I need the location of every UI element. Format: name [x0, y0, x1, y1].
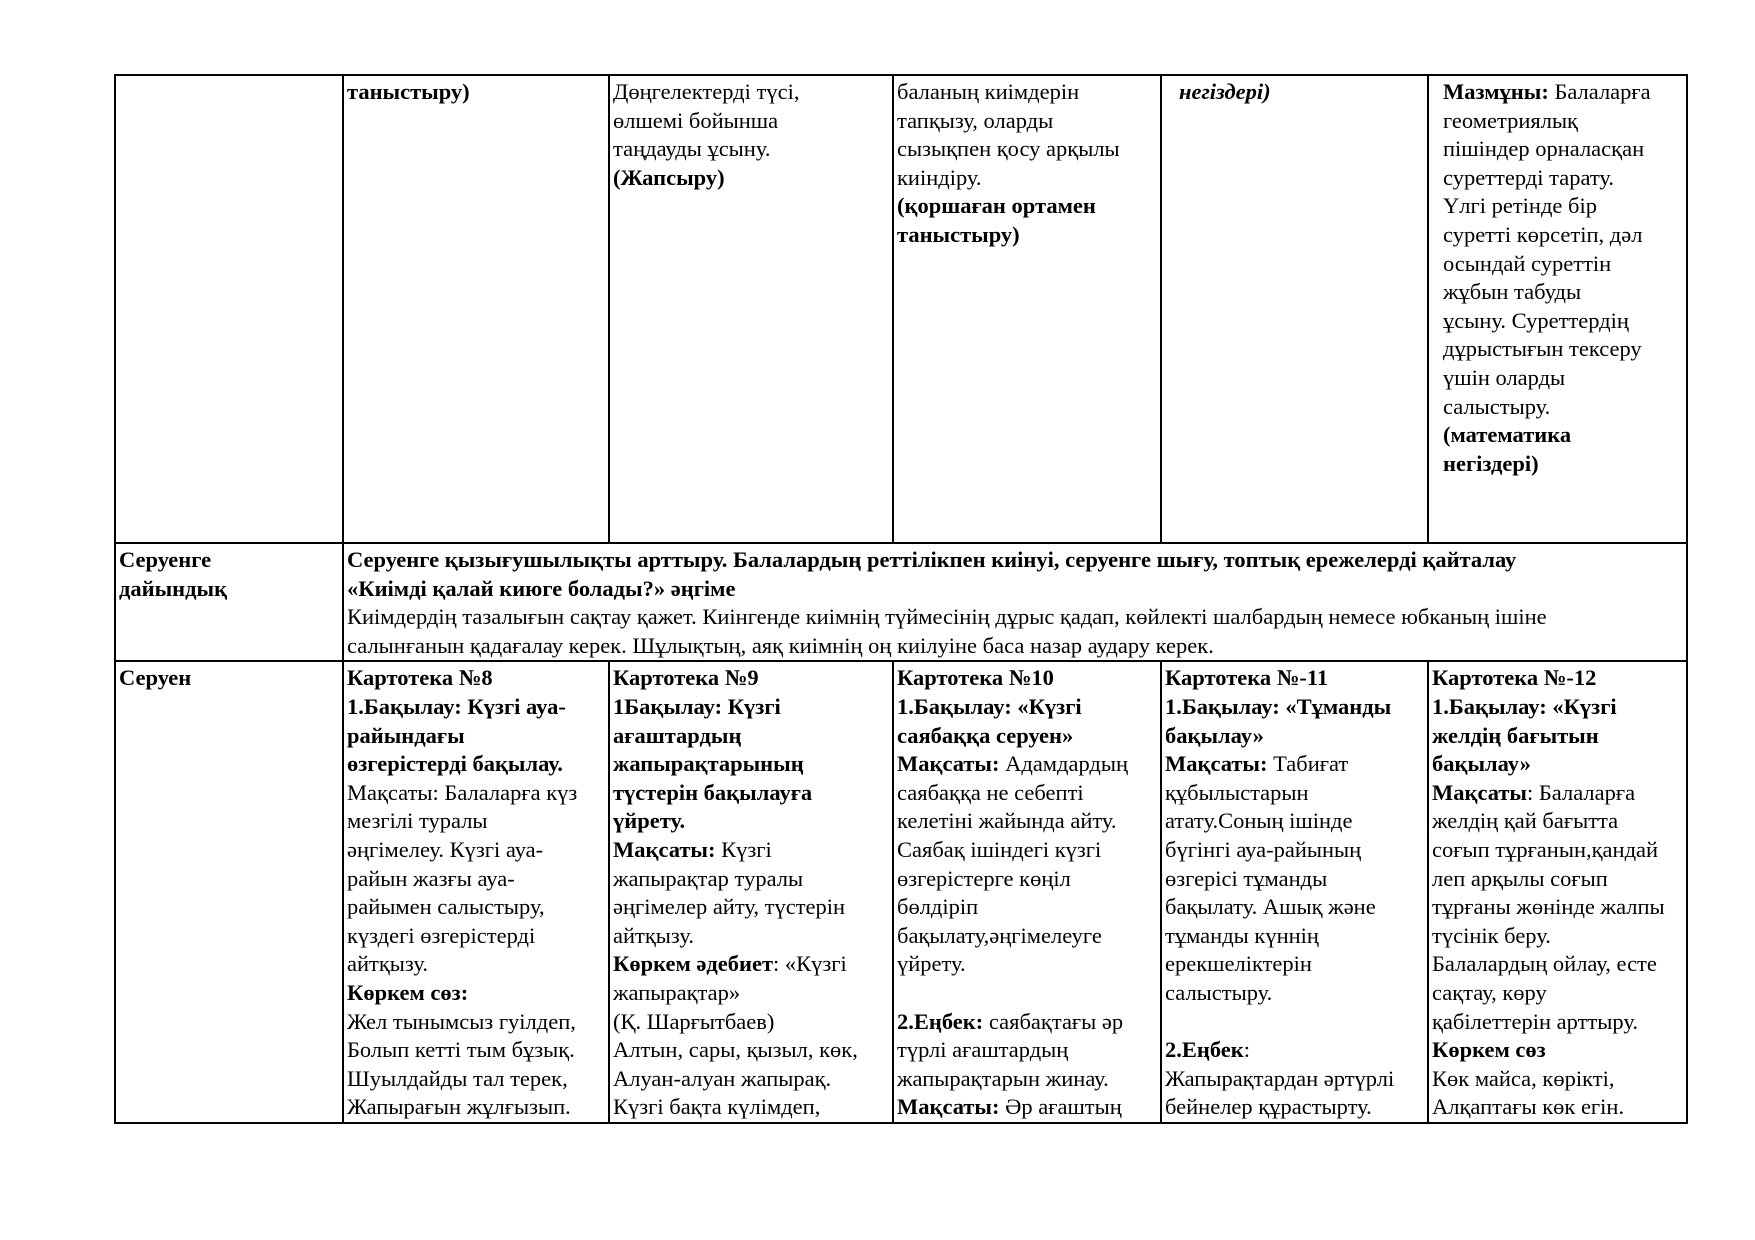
cell-text: әңгімелер айту, түстерін	[613, 894, 846, 920]
cell-text: :	[1243, 1037, 1251, 1063]
cell-text: ерекшеліктерін	[1165, 951, 1312, 977]
row-label-text: Серуенге дайындық	[119, 547, 228, 601]
poem-line: Жел тынымсыз гуілдеп,	[347, 1008, 576, 1034]
cell-text: Дөңгелектерді түсі,	[613, 79, 800, 104]
cell-text: таңдауды ұсыну.	[613, 136, 771, 162]
work-label: 2.Еңбек	[1165, 1037, 1244, 1063]
literature-label: Көркем әдебиет	[613, 951, 774, 977]
cell-text: жапырақтарын жинау.	[897, 1065, 1109, 1091]
goal-label: Мақсаты:	[897, 751, 1000, 777]
cell-text: дұрыстығын тексеру	[1443, 336, 1642, 362]
cell-text: бақылату,әңгімелеуге	[897, 922, 1102, 948]
goal-label: Мақсаты:	[613, 836, 716, 862]
cell-text: леп арқылы соғып	[1432, 865, 1608, 891]
prep-text: Киімдердің тазалығын сақтау қажет. Киінгенде киімнің түймесінің дұрыс қадап, көйлекті шалбардың немесе юбканың ішіне салынғанын қадағалау керек. Шұлықтың, аяқ киімнің оң киілуіне баса назар аудару керек.	[347, 604, 1547, 658]
poem-label: Көркем сөз:	[347, 979, 469, 1005]
poem-line: Алқаптағы көк егін.	[1432, 1094, 1625, 1120]
cell-text: бөлдіріп	[897, 894, 979, 920]
poem-line: Болып кетті тым бұзық.	[347, 1037, 575, 1063]
cell-text: Саябақ ішіндегі күзгі	[897, 836, 1102, 862]
card-title: Картотека №10	[897, 665, 1054, 691]
cell-walk-card-11	[1161, 661, 1428, 1123]
cell-text: құбылыстарын	[1165, 779, 1309, 805]
work-label: 2.Еңбек:	[897, 1008, 984, 1034]
cell-subject-label: негіздері)	[1443, 450, 1539, 476]
observation-title: 1.Бақылау: «Тұманды	[1165, 693, 1392, 719]
cell-text: сақтау, көру	[1432, 979, 1547, 1005]
row-label-walk	[115, 661, 343, 1123]
cell-text: Жапырақтардан әртүрлі	[1165, 1065, 1395, 1091]
cell-text: бүгінгі ауа-райының	[1165, 836, 1362, 862]
cell-subject-label: (математика	[1443, 422, 1572, 448]
cell-top-1	[343, 75, 609, 543]
cell-text: қабілеттерін арттыру.	[1432, 1008, 1638, 1034]
cell-text: осындай суреттін	[1443, 250, 1612, 276]
card-title: Картотека №-12	[1432, 665, 1597, 691]
observation-title: желдің бағытын	[1432, 722, 1599, 748]
poem-label: Көркем сөз	[1432, 1037, 1546, 1063]
cell-text: Әр ағаштың	[999, 1094, 1122, 1120]
cell-text: жұбын табуды	[1443, 279, 1582, 305]
card-title: Картотека №9	[613, 665, 759, 691]
observation-title: бақылау»	[1165, 722, 1264, 748]
cell-text: желдің қай бағытта	[1432, 808, 1619, 834]
observation-title: 1.Бақылау: «Күзгі	[1432, 693, 1617, 719]
blank-line	[897, 979, 1157, 1008]
poem-line: Жапырағын жұлғызып.	[347, 1094, 571, 1120]
cell-text: : Балаларға	[1527, 779, 1636, 805]
cell-top-2	[609, 75, 893, 543]
goal-label: Мақсаты:	[1165, 751, 1268, 777]
cell-top-4	[1161, 75, 1428, 543]
cell-text: атату.Соның ішінде	[1165, 808, 1353, 834]
cell-walk-card-9	[609, 661, 893, 1123]
row-label-walk-prep	[115, 543, 343, 661]
cell-walk-card-12	[1428, 661, 1687, 1123]
cell-text: айтқызу.	[347, 951, 428, 977]
table-row-continuation	[115, 75, 1687, 543]
cell-text: геометриялық	[1443, 107, 1578, 133]
cell-top-3	[893, 75, 1161, 543]
card-title: Картотека №-11	[1165, 665, 1329, 691]
cell-text: салыстыру.	[1443, 393, 1551, 419]
content-label: Мазмұны:	[1443, 79, 1549, 104]
cell-subject-label: (Жапсыру)	[613, 164, 725, 190]
poem-line: Алтын, сары, қызыл, көк,	[613, 1037, 858, 1063]
cell-text: келетіні жайында айту.	[897, 808, 1117, 834]
observation-title: өзгерістерді бақылау.	[347, 751, 563, 777]
cell-text: өзгерісі тұманды	[1165, 865, 1328, 891]
goal-label: Мақсаты:	[897, 1094, 1000, 1120]
cell-text: Табиғат	[1267, 751, 1349, 777]
cell-text: үйрету.	[897, 951, 966, 977]
cell-text: түрлі ағаштардың	[897, 1037, 1069, 1063]
poem-line: Алуан-алуан жапырақ.	[613, 1065, 832, 1091]
cell-text: Адамдардың	[999, 751, 1129, 777]
cell-text: райымен салыстыру,	[347, 894, 545, 920]
observation-title: 1.Бақылау: «Күзгі	[897, 693, 1082, 719]
cell-text: түсінік беру.	[1432, 922, 1551, 948]
cell-text: бақылату. Ашық және	[1165, 894, 1376, 920]
cell-text: өлшемі бойынша	[613, 107, 779, 133]
cell-text: пішіндер орналасқан	[1443, 136, 1645, 162]
cell-text: суреттерді тарату.	[1443, 164, 1615, 190]
poem-line: (Қ. Шарғытбаев)	[613, 1008, 775, 1034]
cell-text: Балалардың ойлау, есте	[1432, 951, 1657, 977]
cell-subject-label: негіздері)	[1179, 79, 1271, 104]
observation-title: 1Бақылау: Күзгі	[613, 693, 781, 719]
cell-text: күздегі өзгерістерді	[347, 922, 536, 948]
cell-text: айтқызу.	[613, 922, 694, 948]
cell-text: үшін оларды	[1443, 364, 1566, 390]
poem-line: жапырақтар»	[613, 979, 741, 1005]
prep-heading: Серуенге қызығушылықты арттыру. Балалардың реттілікпен киінуі, серуенге шығу, топтық ережелерді қайталау	[347, 547, 1517, 572]
table-row-walk	[115, 661, 1687, 1123]
observation-title: жапырақтарының	[613, 751, 804, 777]
cell-text: Күзгі	[715, 836, 772, 862]
poem-line: Көк майса, көрікті,	[1432, 1065, 1615, 1091]
cell-text: Балаларға	[1548, 79, 1651, 104]
cell-text: ұсыну. Суреттердің	[1443, 307, 1629, 333]
observation-title: райындағы	[347, 722, 465, 748]
cell-text: әңгімелеу. Күзгі ауа-	[347, 836, 544, 862]
poem-line: Шуылдайды тал терек,	[347, 1065, 568, 1091]
cell-text: бейнелер құрастырту.	[1165, 1094, 1372, 1120]
cell-text: соғып тұрғанын,қандай	[1432, 836, 1659, 862]
goal-label: Мақсаты	[1432, 779, 1527, 805]
cell-text: тапқызу, оларды	[897, 107, 1054, 133]
cell-text: мезгілі туралы	[347, 808, 488, 834]
cell-text: Үлгі ретінде бір	[1443, 193, 1597, 219]
cell-text: жапырақтар туралы	[613, 865, 804, 891]
observation-title: 1.Бақылау: Күзгі ауа-	[347, 693, 566, 719]
row-label-empty	[115, 75, 343, 543]
cell-text: саябақтағы әр	[983, 1008, 1124, 1034]
cell-top-5	[1428, 75, 1687, 543]
row-label-text: Серуен	[119, 665, 192, 691]
cell-text: өзгерістерге көңіл	[897, 865, 1071, 891]
cell-text: Мақсаты: Балаларға күз	[347, 779, 578, 805]
cell-text: суретті көрсетіп, дәл	[1443, 221, 1643, 247]
blank-line	[1165, 1008, 1424, 1037]
poem-line: Күзгі бақта күлімдеп,	[613, 1094, 821, 1120]
cell-text: киіндіру.	[897, 164, 982, 190]
observation-title: бақылау»	[1432, 751, 1531, 777]
cell-text: салыстыру.	[1165, 979, 1273, 1005]
table-row-walk-prep	[115, 543, 1687, 661]
prep-conversation-title: «Киімді қалай киюге болады?» әңгіме	[347, 575, 736, 601]
cell-text: баланың киімдерін	[897, 79, 1080, 104]
observation-title: саябаққа серуен»	[897, 722, 1074, 748]
cell-subject-label: таныстыру)	[897, 221, 1020, 247]
cell-text: : «Күзгі	[773, 951, 847, 977]
cell-text: таныстыру)	[347, 79, 470, 104]
cell-text: тұманды күннің	[1165, 922, 1319, 948]
cell-text: тұрғаны жөнінде жалпы	[1432, 894, 1665, 920]
observation-title: ағаштардың	[613, 722, 742, 748]
plan-table	[114, 74, 1688, 1124]
observation-title: түстерін бақылауға	[613, 779, 813, 805]
cell-walk-card-10	[893, 661, 1161, 1123]
card-title: Картотека №8	[347, 665, 493, 691]
cell-text: райын жазғы ауа-	[347, 865, 515, 891]
cell-walk-card-8	[343, 661, 609, 1123]
cell-text: саябаққа не себепті	[897, 779, 1084, 805]
observation-title: үйрету.	[613, 808, 686, 834]
cell-walk-prep	[343, 543, 1687, 661]
cell-text: сызықпен қосу арқылы	[897, 136, 1120, 162]
cell-subject-label: (қоршаған ортамен	[897, 193, 1096, 219]
